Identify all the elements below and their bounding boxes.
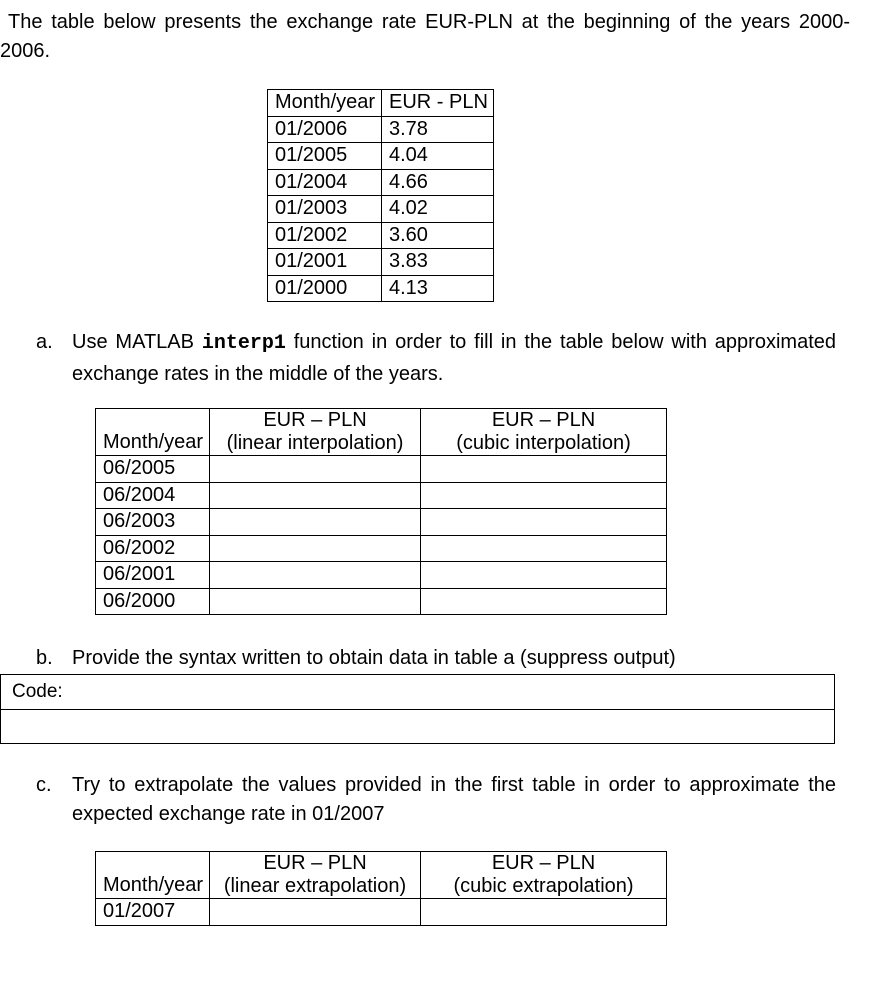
table-row <box>268 143 494 170</box>
header-month-year: Month/year <box>96 409 210 456</box>
linear-answer-cell[interactable] <box>210 899 421 926</box>
month-cell: 01/2001 <box>268 249 382 276</box>
task-c-label: c. <box>36 774 52 796</box>
rate-cell: 4.13 <box>382 275 494 302</box>
rate-cell: 3.60 <box>382 222 494 249</box>
table-header-row <box>268 90 494 117</box>
table-row <box>96 535 667 562</box>
task-a-text-before: Use MATLAB <box>72 331 202 353</box>
code-input-area[interactable] <box>1 710 834 743</box>
month-cell: 01/2002 <box>268 222 382 249</box>
table-header-row <box>96 852 667 899</box>
month-cell: 01/2004 <box>268 169 382 196</box>
month-cell: 06/2003 <box>96 509 210 536</box>
task-a-text-after: function in order to fill in the table below with approximated exchange rates in the middle of the years. <box>72 331 836 385</box>
table-row <box>268 169 494 196</box>
table-row <box>268 249 494 276</box>
table-row <box>96 588 667 615</box>
rate-cell: 4.04 <box>382 143 494 170</box>
table-row <box>268 196 494 223</box>
header-cubic-interpolation: EUR – PLN (cubic interpolation) <box>421 409 667 456</box>
month-cell: 06/2004 <box>96 482 210 509</box>
header-linear-interpolation: EUR – PLN (linear interpolation) <box>210 409 421 456</box>
table-header-row <box>96 409 667 456</box>
table-row <box>96 899 667 926</box>
month-cell: 06/2000 <box>96 588 210 615</box>
task-b <box>36 643 836 674</box>
header-month-year: Month/year <box>268 90 382 117</box>
extrapolation-table <box>95 851 667 926</box>
header-cubic-extrapolation: EUR – PLN (cubic extrapolation) <box>421 852 667 899</box>
task-c <box>36 771 836 829</box>
month-cell: 01/2003 <box>268 196 382 223</box>
cubic-answer-cell[interactable] <box>421 456 667 483</box>
rate-cell: 3.83 <box>382 249 494 276</box>
code-label: Code: <box>1 675 834 710</box>
task-b-text: Provide the syntax written to obtain data in table a (suppress output) <box>72 647 676 669</box>
interpolation-table <box>95 408 667 615</box>
rate-cell: 3.78 <box>382 116 494 143</box>
task-c-text: Try to extrapolate the values provided in the first table in order to approximate the expected exchange rate in 01/2007 <box>72 774 836 825</box>
header-linear-extrapolation: EUR – PLN (linear extrapolation) <box>210 852 421 899</box>
month-cell: 06/2002 <box>96 535 210 562</box>
intro-paragraph <box>0 8 850 66</box>
table-row <box>96 456 667 483</box>
linear-answer-cell[interactable] <box>210 535 421 562</box>
month-cell: 01/2007 <box>96 899 210 926</box>
task-a-text <box>72 327 836 390</box>
task-a <box>36 327 836 390</box>
intro-text: The table below presents the exchange rate EUR-PLN at the beginning of the years 2000-2006. <box>0 11 850 62</box>
exchange-rate-table <box>267 89 494 302</box>
cubic-answer-cell[interactable] <box>421 535 667 562</box>
table-row <box>96 562 667 589</box>
task-a-label: a. <box>36 331 53 353</box>
cubic-answer-cell[interactable] <box>421 899 667 926</box>
cubic-answer-cell[interactable] <box>421 509 667 536</box>
cubic-answer-cell[interactable] <box>421 482 667 509</box>
task-b-label: b. <box>36 647 53 669</box>
table-row <box>96 509 667 536</box>
table-row <box>268 275 494 302</box>
code-box <box>0 674 835 744</box>
interp1-code: interp1 <box>201 332 286 355</box>
linear-answer-cell[interactable] <box>210 456 421 483</box>
table-row <box>96 482 667 509</box>
month-cell: 06/2001 <box>96 562 210 589</box>
month-cell: 01/2000 <box>268 275 382 302</box>
month-cell: 01/2006 <box>268 116 382 143</box>
table-row <box>268 222 494 249</box>
header-month-year: Month/year <box>96 852 210 899</box>
rate-cell: 4.02 <box>382 196 494 223</box>
linear-answer-cell[interactable] <box>210 482 421 509</box>
cubic-answer-cell[interactable] <box>421 588 667 615</box>
month-cell: 06/2005 <box>96 456 210 483</box>
rate-cell: 4.66 <box>382 169 494 196</box>
month-cell: 01/2005 <box>268 143 382 170</box>
linear-answer-cell[interactable] <box>210 562 421 589</box>
linear-answer-cell[interactable] <box>210 588 421 615</box>
table-row <box>268 116 494 143</box>
header-eur-pln: EUR - PLN <box>382 90 494 117</box>
linear-answer-cell[interactable] <box>210 509 421 536</box>
cubic-answer-cell[interactable] <box>421 562 667 589</box>
